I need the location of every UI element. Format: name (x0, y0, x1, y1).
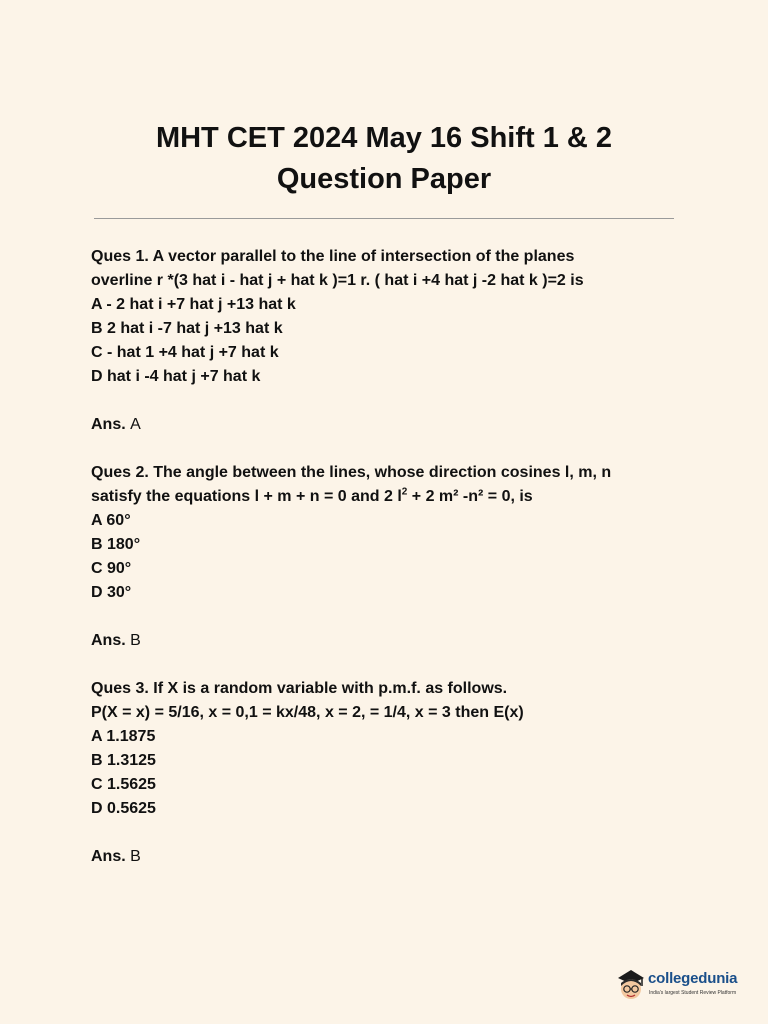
question-stem: overline r *(3 hat i - hat j + hat k )=1 r. ( hat i +4 hat j -2 hat k )=2 is (91, 272, 584, 289)
question-stem: Ques 1. A vector parallel to the line of intersection of the planes (91, 248, 575, 265)
option-c: C 90° (91, 560, 132, 577)
answer-2 (91, 629, 691, 653)
page-title (0, 118, 768, 200)
answer-label: Ans. (91, 416, 126, 433)
option-d: D 0.5625 (91, 800, 156, 817)
question-2 (91, 461, 691, 605)
logo-tagline: India's largest Student Review Platform (649, 990, 737, 996)
title-line-2: Question Paper (276, 163, 492, 195)
option-b: B 180° (91, 536, 141, 553)
question-1 (91, 245, 691, 389)
mascot-icon (612, 964, 650, 1002)
option-b: B 1.3125 (91, 752, 156, 769)
option-d: D 30° (91, 584, 132, 601)
logo-wordmark: collegedunia (648, 970, 738, 987)
option-a: A - 2 hat i +7 hat j +13 hat k (91, 296, 296, 313)
option-a: A 60° (91, 512, 131, 529)
question-3 (91, 677, 691, 821)
answer-3 (91, 845, 691, 869)
question-stem: Ques 2. The angle between the lines, whose direction cosines l, m, n (91, 464, 612, 481)
answer-value: A (130, 416, 141, 433)
answer-label: Ans. (91, 632, 126, 649)
option-c: C 1.5625 (91, 776, 156, 793)
collegedunia-logo (612, 964, 742, 1004)
title-divider (94, 218, 674, 219)
answer-value: B (130, 848, 141, 865)
answer-1 (91, 413, 691, 437)
stem-part: + 2 m² -n² = 0, is (407, 488, 533, 505)
answer-value: B (130, 632, 141, 649)
answer-label: Ans. (91, 848, 126, 865)
question-stem: P(X = x) = 5/16, x = 0,1 = kx/48, x = 2, = 1/4, x = 3 then E(x) (91, 704, 524, 721)
superscript: 2 (401, 486, 408, 498)
option-b: B 2 hat i -7 hat j +13 hat k (91, 320, 283, 337)
title-line-1: MHT CET 2024 May 16 Shift 1 & 2 (155, 122, 613, 154)
option-d: D hat i -4 hat j +7 hat k (91, 368, 261, 385)
stem-part: satisfy the equations l + m + n = 0 and 2 l (91, 488, 402, 505)
question-stem: Ques 3. If X is a random variable with p.m.f. as follows. (91, 680, 508, 697)
question-list (91, 245, 691, 893)
question-stem (91, 485, 691, 509)
option-a: A 1.1875 (91, 728, 156, 745)
option-c: C - hat 1 +4 hat j +7 hat k (91, 344, 279, 361)
